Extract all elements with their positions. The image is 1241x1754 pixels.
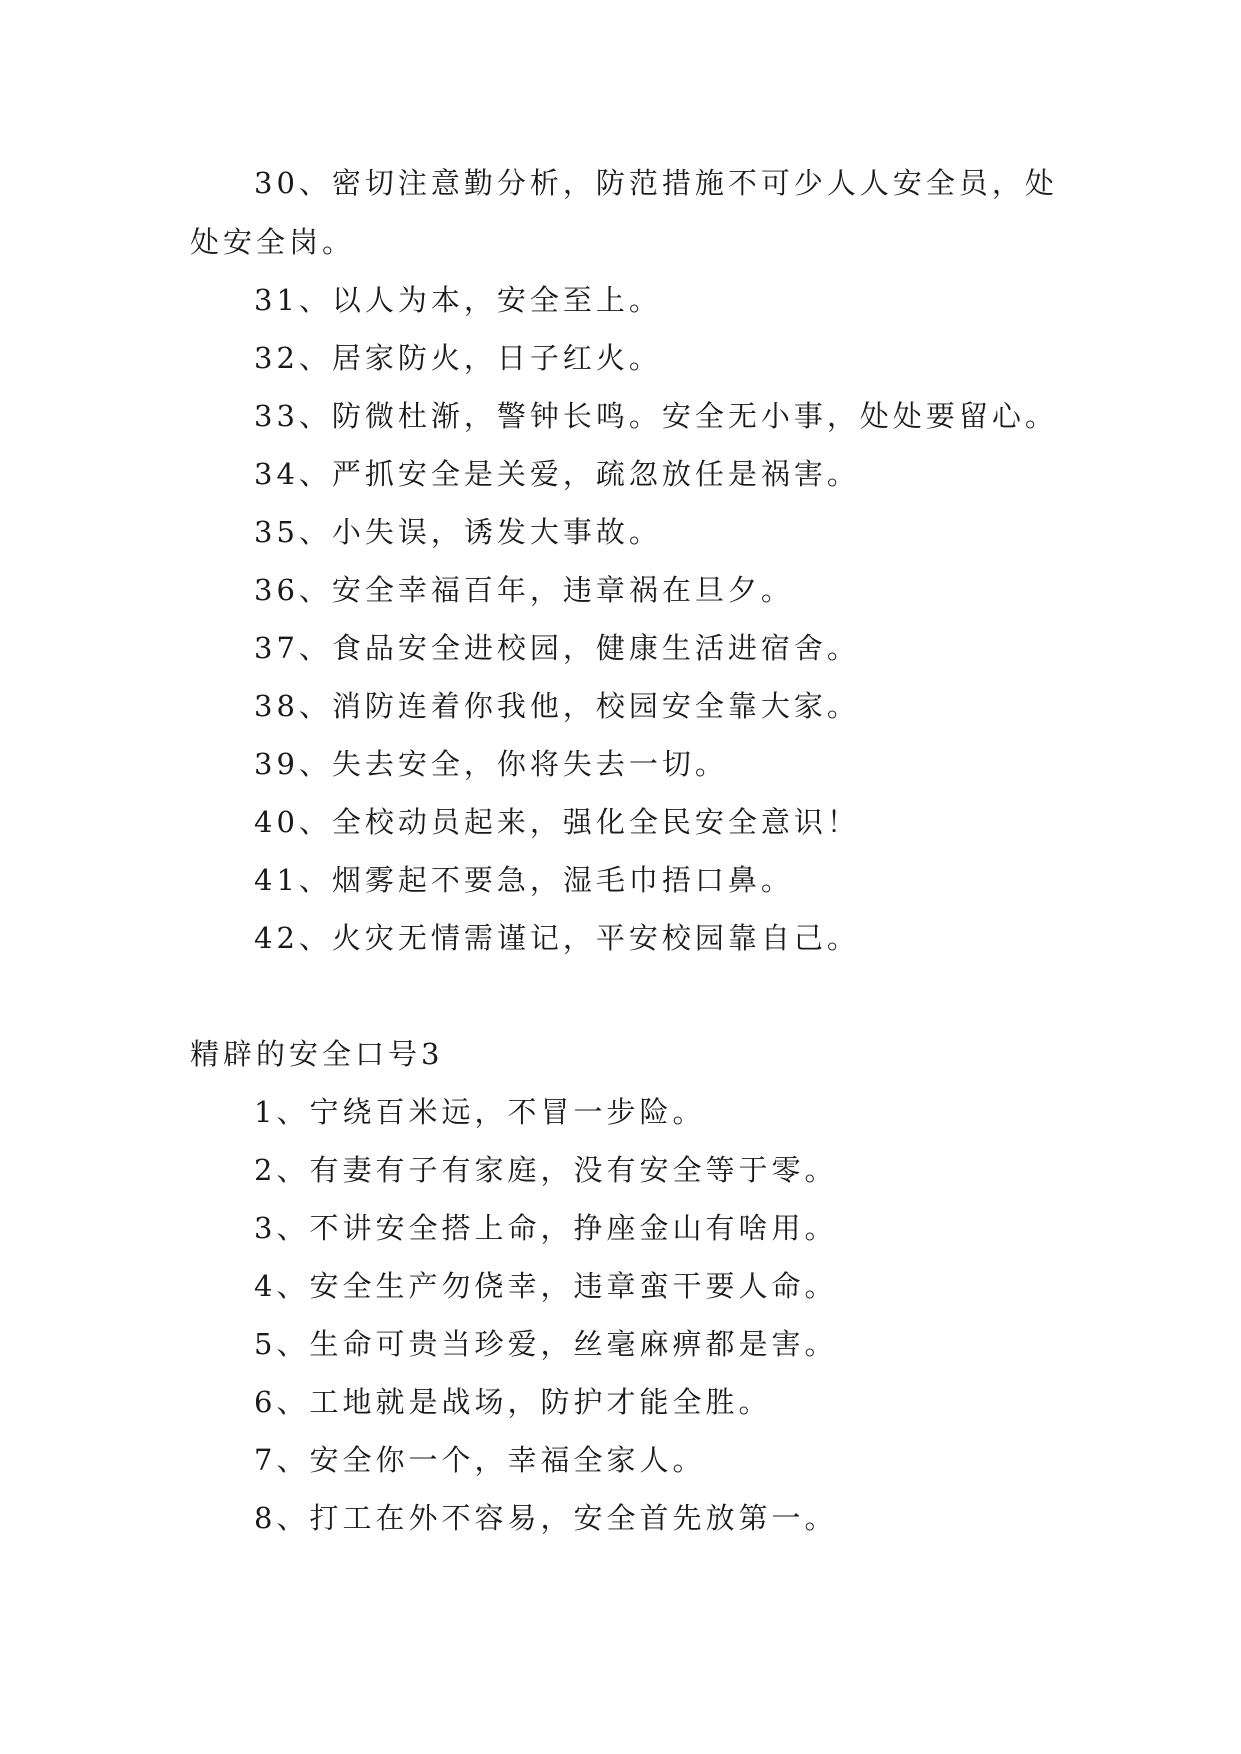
slogan-b-8: 8、打工在外不容易，安全首先放第一。 xyxy=(254,1501,838,1535)
slogan-36: 36、安全幸福百年，违章祸在旦夕。 xyxy=(254,573,794,607)
slogan-37: 37、食品安全进校园，健康生活进宿舍。 xyxy=(254,631,860,665)
slogan-35: 35、小失误，诱发大事故。 xyxy=(254,515,662,549)
slogan-34: 34、严抓安全是关爱，疏忽放任是祸害。 xyxy=(254,457,860,491)
slogan-b-5: 5、生命可贵当珍爱，丝毫麻痹都是害。 xyxy=(254,1327,838,1361)
slogan-b-1: 1、宁绕百米远，不冒一步险。 xyxy=(254,1095,706,1129)
slogan-b-4: 4、安全生产勿侥幸，违章蛮干要人命。 xyxy=(254,1269,838,1303)
slogan-38: 38、消防连着你我他，校园安全靠大家。 xyxy=(254,689,860,723)
slogan-31: 31、以人为本，安全至上。 xyxy=(254,283,662,317)
slogan-41: 41、烟雾起不要急，湿毛巾捂口鼻。 xyxy=(254,863,794,897)
slogan-39: 39、失去安全，你将失去一切。 xyxy=(254,747,728,781)
slogan-b-6: 6、工地就是战场，防护才能全胜。 xyxy=(254,1385,772,1419)
slogan-b-3: 3、不讲安全搭上命，挣座金山有啥用。 xyxy=(254,1211,838,1245)
section-heading: 精辟的安全口号3 xyxy=(190,1037,444,1071)
slogan-b-2: 2、有妻有子有家庭，没有安全等于零。 xyxy=(254,1153,838,1187)
slogan-33: 33、防微杜渐，警钟长鸣。安全无小事，处处要留心。 xyxy=(254,399,1058,433)
slogan-42: 42、火灾无情需谨记，平安校园靠自己。 xyxy=(254,921,860,955)
slogan-30-line2: 处安全岗。 xyxy=(190,225,356,259)
slogan-32: 32、居家防火，日子红火。 xyxy=(254,341,662,375)
slogan-40: 40、全校动员起来，强化全民安全意识！ xyxy=(254,805,860,839)
slogan-b-7: 7、安全你一个，幸福全家人。 xyxy=(254,1443,706,1477)
slogan-30-line1: 30、密切注意勤分析，防范措施不可少人人安全员，处 xyxy=(254,166,1058,200)
